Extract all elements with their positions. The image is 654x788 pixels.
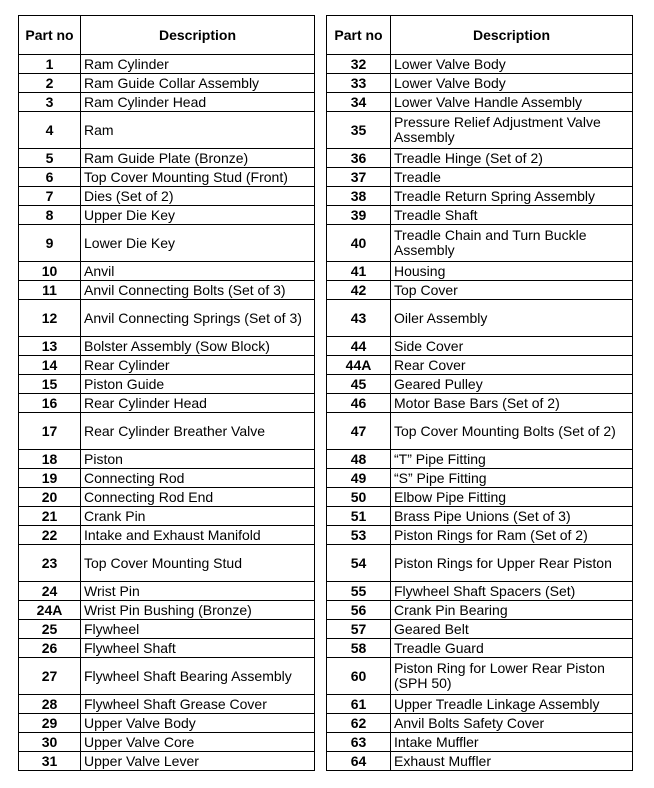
- part-number: 39: [327, 206, 391, 225]
- part-number: 45: [327, 375, 391, 394]
- table-row: [19, 375, 315, 394]
- part-number: 26: [19, 639, 81, 658]
- table-row: [327, 206, 633, 225]
- part-description: Connecting Rod End: [81, 488, 315, 507]
- table-row: [19, 149, 315, 168]
- part-number: 31: [19, 752, 81, 771]
- part-number: 40: [327, 225, 391, 262]
- part-number: 64: [327, 752, 391, 771]
- part-number: 13: [19, 337, 81, 356]
- part-number: 27: [19, 658, 81, 695]
- part-description: Treadle: [391, 168, 633, 187]
- description-header: Description: [391, 16, 633, 55]
- table-row: [19, 55, 315, 74]
- part-description: Lower Valve Body: [391, 74, 633, 93]
- table-row: [327, 300, 633, 337]
- part-description: Flywheel Shaft Bearing Assembly: [81, 658, 315, 695]
- part-number: 42: [327, 281, 391, 300]
- table-row: [327, 488, 633, 507]
- table-row: [327, 413, 633, 450]
- part-number: 36: [327, 149, 391, 168]
- part-number: 17: [19, 413, 81, 450]
- table-row: [19, 356, 315, 375]
- table-row: [19, 300, 315, 337]
- part-description: Oiler Assembly: [391, 300, 633, 337]
- part-number: 19: [19, 469, 81, 488]
- part-number: 49: [327, 469, 391, 488]
- part-number: 25: [19, 620, 81, 639]
- table-row: [327, 168, 633, 187]
- part-description: Flywheel Shaft Spacers (Set): [391, 582, 633, 601]
- part-description: Ram Guide Plate (Bronze): [81, 149, 315, 168]
- table-row: [327, 601, 633, 620]
- part-number: 55: [327, 582, 391, 601]
- table-row: [19, 582, 315, 601]
- table-row: [327, 74, 633, 93]
- part-description: Top Cover: [391, 281, 633, 300]
- part-description: Anvil Connecting Bolts (Set of 3): [81, 281, 315, 300]
- table-row: [327, 225, 633, 262]
- table-row: [327, 394, 633, 413]
- table-row: [327, 695, 633, 714]
- table-row: [19, 187, 315, 206]
- part-description: Intake and Exhaust Manifold: [81, 526, 315, 545]
- table-row: [19, 620, 315, 639]
- table-row: [19, 639, 315, 658]
- part-description: Rear Cylinder Head: [81, 394, 315, 413]
- part-description: “S” Pipe Fitting: [391, 469, 633, 488]
- part-description: Treadle Shaft: [391, 206, 633, 225]
- part-description: Upper Treadle Linkage Assembly: [391, 695, 633, 714]
- table-row: [19, 281, 315, 300]
- part-description: Treadle Guard: [391, 639, 633, 658]
- part-description: Piston Rings for Ram (Set of 2): [391, 526, 633, 545]
- table-row: [19, 93, 315, 112]
- table-row: [327, 93, 633, 112]
- header-row: [327, 16, 633, 55]
- table-row: [327, 281, 633, 300]
- table-row: [327, 639, 633, 658]
- part-description: Geared Belt: [391, 620, 633, 639]
- table-row: [327, 620, 633, 639]
- part-description: Treadle Chain and Turn Buckle Assembly: [391, 225, 633, 262]
- part-number: 37: [327, 168, 391, 187]
- part-number: 34: [327, 93, 391, 112]
- part-number: 29: [19, 714, 81, 733]
- part-number: 50: [327, 488, 391, 507]
- part-description: Exhaust Muffler: [391, 752, 633, 771]
- part-number: 20: [19, 488, 81, 507]
- table-row: [327, 262, 633, 281]
- table-row: [327, 112, 633, 149]
- table-row: [19, 206, 315, 225]
- parts-table-left: [18, 15, 315, 771]
- part-description: Flywheel: [81, 620, 315, 639]
- part-description: Housing: [391, 262, 633, 281]
- part-description: Lower Die Key: [81, 225, 315, 262]
- part-number: 5: [19, 149, 81, 168]
- part-number: 14: [19, 356, 81, 375]
- part-description: Anvil: [81, 262, 315, 281]
- table-row: [327, 526, 633, 545]
- part-description: Rear Cover: [391, 356, 633, 375]
- part-description: Elbow Pipe Fitting: [391, 488, 633, 507]
- part-number: 62: [327, 714, 391, 733]
- table-row: [327, 714, 633, 733]
- table-row: [327, 149, 633, 168]
- part-number: 53: [327, 526, 391, 545]
- part-number: 4: [19, 112, 81, 149]
- part-description: Motor Base Bars (Set of 2): [391, 394, 633, 413]
- part-number: 58: [327, 639, 391, 658]
- table-row: [327, 658, 633, 695]
- table-row: [327, 733, 633, 752]
- part-number: 60: [327, 658, 391, 695]
- table-row: [327, 55, 633, 74]
- part-description: Anvil Bolts Safety Cover: [391, 714, 633, 733]
- part-description: Intake Muffler: [391, 733, 633, 752]
- part-number: 8: [19, 206, 81, 225]
- table-row: [19, 225, 315, 262]
- part-number: 16: [19, 394, 81, 413]
- part-number: 11: [19, 281, 81, 300]
- table-row: [19, 695, 315, 714]
- description-header: Description: [81, 16, 315, 55]
- part-number: 23: [19, 545, 81, 582]
- table-row: [19, 168, 315, 187]
- part-description: Upper Valve Lever: [81, 752, 315, 771]
- part-description: “T” Pipe Fitting: [391, 450, 633, 469]
- part-description: Ram Guide Collar Assembly: [81, 74, 315, 93]
- table-row: [19, 112, 315, 149]
- part-number: 33: [327, 74, 391, 93]
- table-row: [19, 507, 315, 526]
- part-description: Lower Valve Handle Assembly: [391, 93, 633, 112]
- part-number: 38: [327, 187, 391, 206]
- part-number: 46: [327, 394, 391, 413]
- part-description: Piston Guide: [81, 375, 315, 394]
- part-number: 22: [19, 526, 81, 545]
- table-row: [327, 752, 633, 771]
- part-description: Bolster Assembly (Sow Block): [81, 337, 315, 356]
- table-row: [19, 545, 315, 582]
- part-number: 28: [19, 695, 81, 714]
- part-number: 3: [19, 93, 81, 112]
- part-number: 18: [19, 450, 81, 469]
- part-description: Piston Ring for Lower Rear Piston (SPH 50): [391, 658, 633, 695]
- part-number: 48: [327, 450, 391, 469]
- part-number: 21: [19, 507, 81, 526]
- part-description: Pressure Relief Adjustment Valve Assembly: [391, 112, 633, 149]
- part-description: Upper Valve Core: [81, 733, 315, 752]
- part-number: 57: [327, 620, 391, 639]
- part-description: Upper Valve Body: [81, 714, 315, 733]
- part-description: Treadle Return Spring Assembly: [391, 187, 633, 206]
- part-number: 63: [327, 733, 391, 752]
- part-description: Piston: [81, 450, 315, 469]
- part-description: Lower Valve Body: [391, 55, 633, 74]
- part-number: 35: [327, 112, 391, 149]
- part-number: 7: [19, 187, 81, 206]
- table-row: [19, 488, 315, 507]
- part-description: Flywheel Shaft: [81, 639, 315, 658]
- part-description: Side Cover: [391, 337, 633, 356]
- table-row: [19, 526, 315, 545]
- table-row: [19, 714, 315, 733]
- part-number: 47: [327, 413, 391, 450]
- part-description: Crank Pin Bearing: [391, 601, 633, 620]
- table-row: [19, 733, 315, 752]
- part-description: Brass Pipe Unions (Set of 3): [391, 507, 633, 526]
- part-number: 56: [327, 601, 391, 620]
- part-number: 1: [19, 55, 81, 74]
- table-row: [19, 262, 315, 281]
- part-number: 44A: [327, 356, 391, 375]
- part-number: 6: [19, 168, 81, 187]
- part-description: Piston Rings for Upper Rear Piston: [391, 545, 633, 582]
- part-number: 24: [19, 582, 81, 601]
- table-row: [327, 337, 633, 356]
- table-row: [19, 469, 315, 488]
- part-description: Upper Die Key: [81, 206, 315, 225]
- table-row: [327, 469, 633, 488]
- part-description: Dies (Set of 2): [81, 187, 315, 206]
- parts-table-right: [326, 15, 633, 771]
- part-number: 32: [327, 55, 391, 74]
- part-no-header: Part no: [327, 16, 391, 55]
- part-description: Ram Cylinder Head: [81, 93, 315, 112]
- part-number: 9: [19, 225, 81, 262]
- part-number: 61: [327, 695, 391, 714]
- header-row: [19, 16, 315, 55]
- table-row: [19, 337, 315, 356]
- table-row: [19, 74, 315, 93]
- table-row: [19, 413, 315, 450]
- part-number: 54: [327, 545, 391, 582]
- table-row: [327, 356, 633, 375]
- part-description: Anvil Connecting Springs (Set of 3): [81, 300, 315, 337]
- part-description: Wrist Pin Bushing (Bronze): [81, 601, 315, 620]
- part-number: 10: [19, 262, 81, 281]
- table-row: [327, 375, 633, 394]
- table-row: [19, 450, 315, 469]
- table-row: [19, 394, 315, 413]
- part-description: Top Cover Mounting Stud: [81, 545, 315, 582]
- table-row: [327, 507, 633, 526]
- part-number: 30: [19, 733, 81, 752]
- part-number: 41: [327, 262, 391, 281]
- part-description: Top Cover Mounting Bolts (Set of 2): [391, 413, 633, 450]
- part-description: Rear Cylinder Breather Valve: [81, 413, 315, 450]
- part-description: Connecting Rod: [81, 469, 315, 488]
- part-number: 51: [327, 507, 391, 526]
- part-number: 15: [19, 375, 81, 394]
- part-number: 2: [19, 74, 81, 93]
- table-row: [19, 658, 315, 695]
- table-row: [19, 752, 315, 771]
- table-row: [327, 450, 633, 469]
- table-row: [327, 582, 633, 601]
- part-number: 24A: [19, 601, 81, 620]
- table-row: [19, 601, 315, 620]
- part-number: 12: [19, 300, 81, 337]
- part-description: Geared Pulley: [391, 375, 633, 394]
- table-row: [327, 545, 633, 582]
- part-no-header: Part no: [19, 16, 81, 55]
- part-description: Flywheel Shaft Grease Cover: [81, 695, 315, 714]
- table-row: [327, 187, 633, 206]
- part-number: 43: [327, 300, 391, 337]
- part-description: Crank Pin: [81, 507, 315, 526]
- part-description: Rear Cylinder: [81, 356, 315, 375]
- part-description: Treadle Hinge (Set of 2): [391, 149, 633, 168]
- part-number: 44: [327, 337, 391, 356]
- part-description: Wrist Pin: [81, 582, 315, 601]
- part-description: Top Cover Mounting Stud (Front): [81, 168, 315, 187]
- part-description: Ram: [81, 112, 315, 149]
- part-description: Ram Cylinder: [81, 55, 315, 74]
